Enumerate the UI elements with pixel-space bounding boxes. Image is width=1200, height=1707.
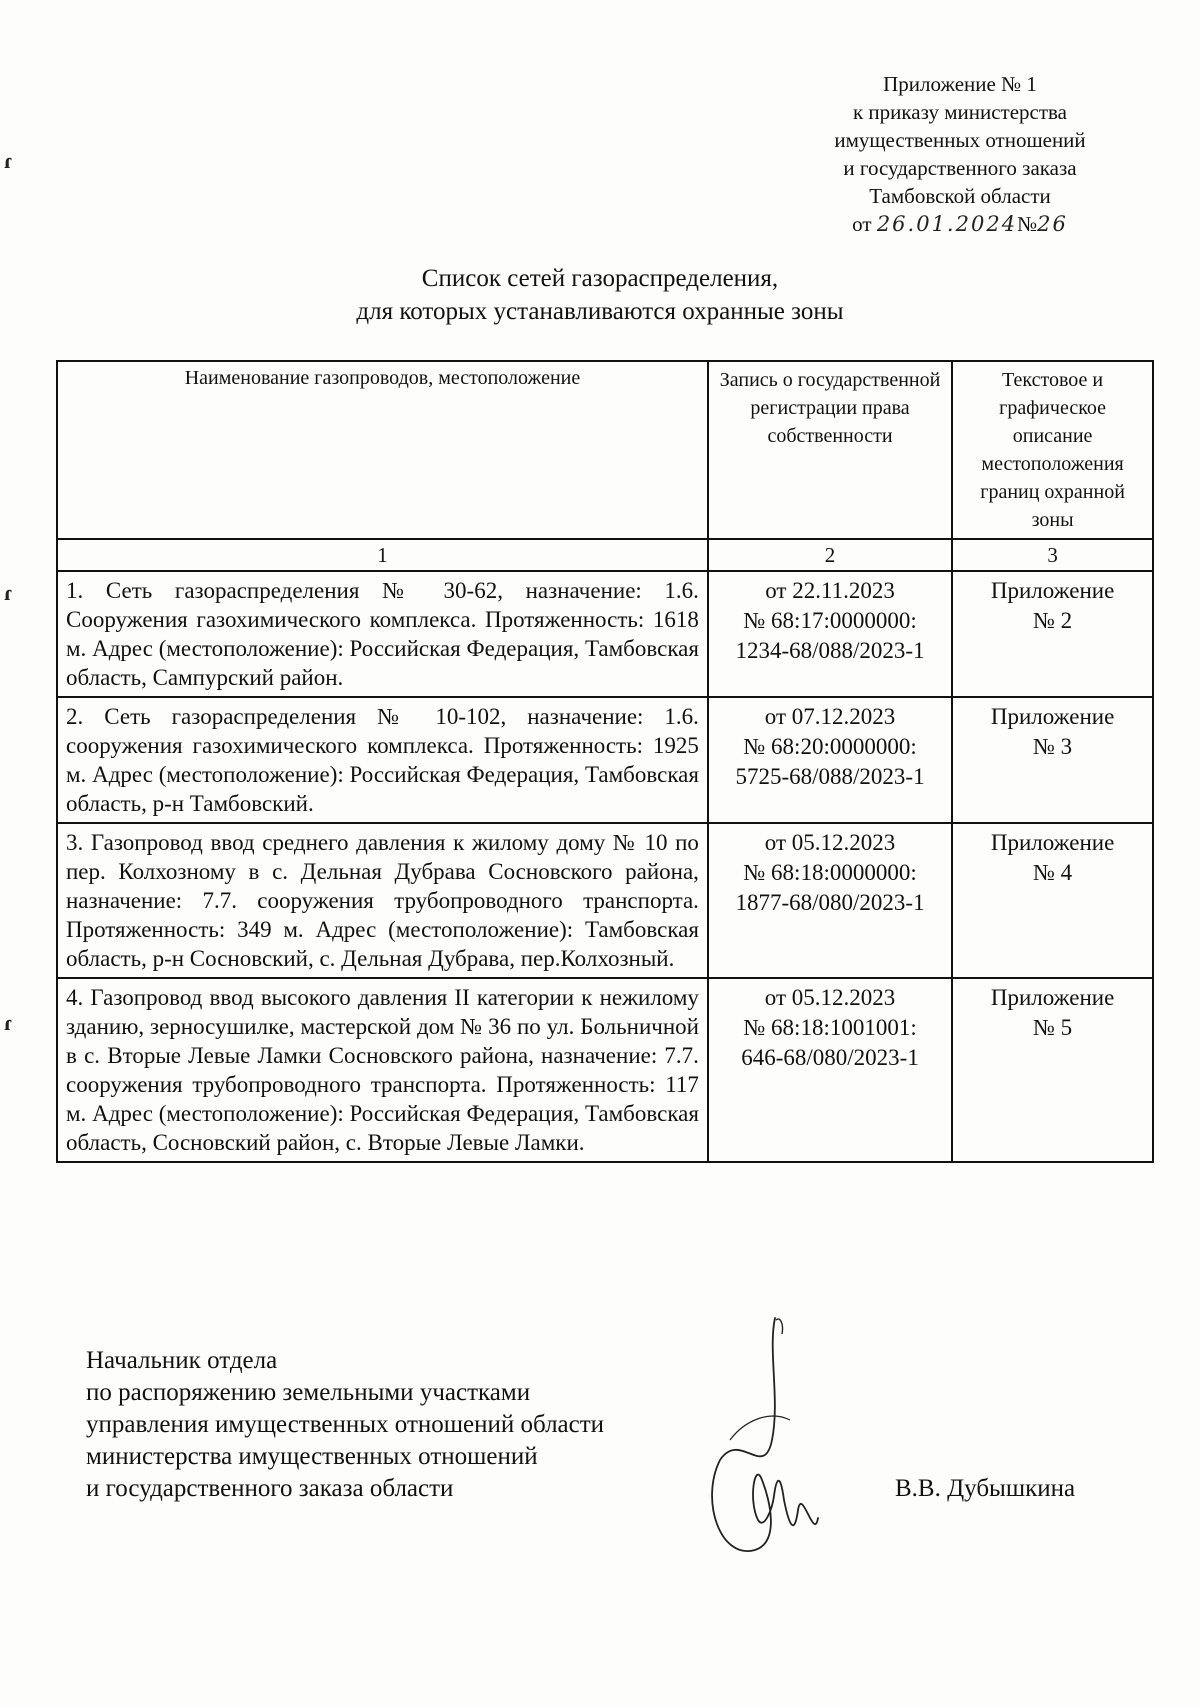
reg-date: от 22.11.2023 (765, 578, 895, 603)
appendix-ref: Приложение (990, 704, 1115, 729)
reg-number: 5725-68/088/2023-1 (735, 764, 925, 789)
appendix-ref: Приложение (990, 985, 1115, 1010)
signer-name: В.В. Дубышкина (895, 1475, 1076, 1502)
row-registration (708, 697, 952, 823)
reg-number: № 68:20:0000000: (743, 734, 917, 759)
row-description (952, 571, 1153, 697)
row-name: 3. Газопровод ввод среднего давления к жилому дому № 10 по пер. Колхозному в с. Дельная Дубрава Сосновского района, назначение: 7.7. сооружения трубопроводного транспорта. Протяженность: 349 м. Адрес (местоположение): Тамбовская область, р-н Сосновский, с. Дельная Дубрава, пер.Колхозный. (57, 823, 708, 978)
row-registration (708, 571, 952, 697)
column-number: 1 (57, 539, 708, 571)
margin-mark: ɾ (4, 148, 13, 173)
row-name: 4. Газопровод ввод высокого давления II категории к нежилому зданию, зерносушилке, мастерской дом № 36 по ул. Больничной в с. Вторые Левые Ламки Сосновского района, назначение: 7.7. сооружения трубопроводного транспорта. Протяженность: 117 м. Адрес (местоположение): Российская Федерация, Тамбовская область, Сосновский район, с. Вторые Левые Ламки. (57, 978, 708, 1162)
appendix-ref-number: № 2 (1032, 608, 1073, 633)
appendix-line-3: имущественных отношений (834, 128, 1086, 152)
position-line-4: министерства имущественных отношений (86, 1443, 538, 1470)
header-registration: Запись о государственной регистрации права собственности (708, 361, 952, 539)
reg-number: № 68:18:1001001: (743, 1015, 917, 1040)
position-line-5: и государственного заказа области (86, 1475, 454, 1502)
signatory-position (86, 1345, 604, 1505)
margin-mark: ɾ (4, 1010, 13, 1035)
number-label: № (1017, 212, 1038, 236)
appendix-ref-number: № 4 (1032, 860, 1073, 885)
reg-number: 646-68/080/2023-1 (741, 1045, 919, 1070)
handwritten-date: 26.01.2024 (876, 212, 1018, 236)
appendix-line-4: и государственного заказа (843, 156, 1077, 180)
table-row (57, 823, 1153, 978)
order-date-line (780, 210, 1140, 238)
appendix-line-1: Приложение № 1 (883, 72, 1037, 96)
reg-number: 1234-68/088/2023-1 (735, 638, 925, 663)
title-line-2: для которых устанавливаются охранные зоны (356, 298, 844, 325)
row-name: 2. Сеть газораспределения № 10-102, назначение: 1.6. сооружения газохимического комплекса. Протяженность: 1925 м. Адрес (местоположение): Российская Федерация, Тамбовская область, р-н Тамбовский. (57, 697, 708, 823)
position-line-2: по распоряжению земельными участками (86, 1379, 531, 1406)
table-row (57, 697, 1153, 823)
row-registration (708, 978, 952, 1162)
column-number: 2 (708, 539, 952, 571)
table-header-row (57, 361, 1153, 539)
reg-number: 1877-68/080/2023-1 (735, 890, 925, 915)
appendix-header (780, 70, 1140, 238)
margin-mark: ɾ (4, 580, 13, 605)
appendix-ref: Приложение (990, 830, 1115, 855)
appendix-ref-number: № 5 (1032, 1015, 1073, 1040)
appendix-line-2: к приказу министерства (852, 100, 1068, 124)
table-row (57, 571, 1153, 697)
column-number: 3 (952, 539, 1153, 571)
date-prefix: от (852, 212, 872, 236)
document-title (0, 262, 1200, 328)
position-line-1: Начальник отдела (86, 1347, 278, 1374)
appendix-ref: Приложение (990, 578, 1115, 603)
reg-number: № 68:18:0000000: (743, 860, 917, 885)
row-description (952, 823, 1153, 978)
row-name: 1. Сеть газораспределения № 30-62, назначение: 1.6. Сооружения газохимического комплекса. Протяженность: 1618 м. Адрес (местоположение): Российская Федерация, Тамбовская область, Сампурский район. (57, 571, 708, 697)
row-description (952, 697, 1153, 823)
row-registration (708, 823, 952, 978)
reg-date: от 07.12.2023 (764, 704, 896, 729)
handwritten-number: 26 (1037, 212, 1068, 236)
position-line-3: управления имущественных отношений области (86, 1411, 605, 1438)
appendix-line-5: Тамбовской области (869, 184, 1051, 208)
reg-date: от 05.12.2023 (764, 985, 896, 1010)
header-name: Наименование газопроводов, местоположение (57, 361, 708, 539)
handwritten-signature (700, 1310, 850, 1580)
appendix-ref-number: № 3 (1032, 734, 1073, 759)
gas-network-table (56, 360, 1154, 1163)
column-number-row (57, 539, 1153, 571)
reg-date: от 05.12.2023 (764, 830, 896, 855)
reg-number: № 68:17:0000000: (743, 608, 917, 633)
header-description: Текстовое и графическое описание местоположения границ охранной зоны (952, 361, 1153, 539)
table-row (57, 978, 1153, 1162)
title-line-1: Список сетей газораспределения, (421, 265, 779, 292)
row-description (952, 978, 1153, 1162)
